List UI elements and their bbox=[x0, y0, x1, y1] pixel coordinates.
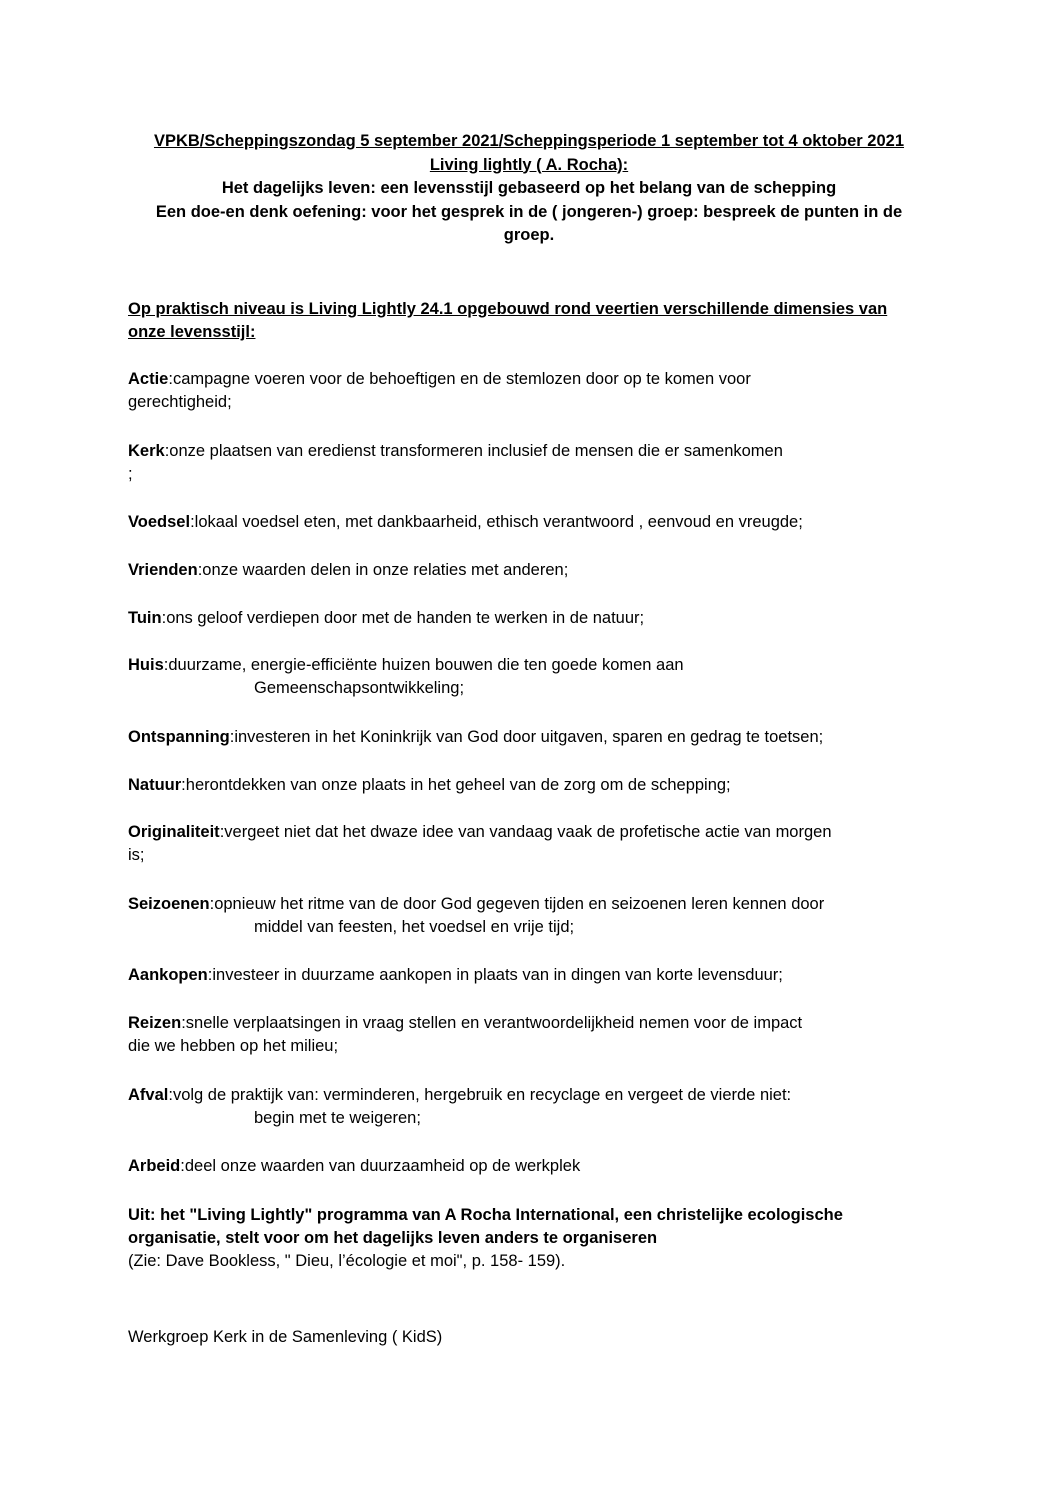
dimension-term: Arbeid: bbox=[128, 1157, 185, 1175]
dimension-description-2: middel van feesten, het voedsel en vrije tijd; bbox=[254, 918, 575, 936]
dimension-natuur bbox=[128, 774, 933, 797]
dimension-term: Seizoenen: bbox=[128, 895, 215, 913]
dimension-description-2: die we hebben op het milieu; bbox=[128, 1037, 339, 1055]
heading-line-3: Het dagelijks leven: een levensstijl gebaseerd op het belang van de schepping bbox=[221, 179, 837, 197]
dimension-ontspanning bbox=[128, 726, 933, 749]
dimension-description-2: Gemeenschapsontwikkeling; bbox=[254, 679, 465, 697]
dimension-description-1: lokaal voedsel eten, met dankbaarheid, ethisch verantwoord , eenvoud en vreugde; bbox=[194, 513, 803, 531]
dimension-kerk bbox=[128, 440, 933, 486]
source-line-2: organisatie, stelt voor om het dagelijks leven anders te organiseren bbox=[128, 1229, 658, 1247]
dimension-term: Natuur: bbox=[128, 776, 186, 794]
dimension-arbeid bbox=[128, 1155, 933, 1178]
dimension-term: Vrienden: bbox=[128, 561, 203, 579]
dimension-term: Voedsel: bbox=[128, 513, 195, 531]
dimension-afval bbox=[128, 1084, 933, 1130]
dimension-description-2: ; bbox=[128, 465, 133, 483]
dimension-description-2: is; bbox=[128, 846, 145, 864]
dimension-description-1: deel onze waarden van duurzaamheid op de werkplek bbox=[184, 1157, 581, 1175]
heading-line-1: VPKB/Scheppingszondag 5 september 2021/Scheppingsperiode 1 september tot 4 oktober 2021 bbox=[153, 132, 905, 150]
dimension-description-1: herontdekken van onze plaats in het geheel van de zorg om de schepping; bbox=[185, 776, 731, 794]
heading-line-2: Living lightly ( A. Rocha): bbox=[429, 155, 629, 174]
dimension-description-1: snelle verplaatsingen in vraag stellen en verantwoordelijkheid nemen voor de impact bbox=[185, 1014, 803, 1032]
dimension-term: Originaliteit: bbox=[128, 823, 225, 841]
dimension-description-1: onze waarden delen in onze relaties met anderen; bbox=[202, 561, 569, 579]
source-citation: (Zie: Dave Bookless, " Dieu, l’écologie et moi", p. 158- 159). bbox=[128, 1252, 566, 1270]
source-note bbox=[128, 1204, 928, 1273]
dimension-description-1: investeren in het Koninkrijk van God door uitgaven, sparen en gedrag te toetsen; bbox=[234, 728, 824, 746]
intro-paragraph bbox=[128, 298, 928, 344]
dimension-term: Aankopen: bbox=[128, 966, 213, 984]
intro-line-2: onze levensstijl: bbox=[128, 323, 256, 341]
dimension-description-1: ons geloof verdiepen door met de handen te werken in de natuur; bbox=[166, 609, 645, 627]
dimension-description-1: opnieuw het ritme van de door God gegeven tijden en seizoenen leren kennen door bbox=[214, 895, 825, 913]
dimension-vrienden bbox=[128, 559, 933, 582]
heading-line-5: groep. bbox=[503, 226, 555, 244]
dimension-actie bbox=[128, 368, 933, 414]
dimension-term: Tuin: bbox=[128, 609, 167, 627]
dimension-description-1: investeer in duurzame aankopen in plaats van in dingen van korte levensduur; bbox=[212, 966, 783, 984]
dimension-description-1: campagne voeren voor de behoeftigen en de stemlozen door op te komen voor bbox=[172, 370, 751, 388]
dimension-description-2: begin met te weigeren; bbox=[254, 1109, 421, 1127]
dimension-description-1: duurzame, energie-efficiënte huizen bouwen die ten goede komen aan bbox=[168, 656, 684, 674]
dimension-voedsel bbox=[128, 511, 933, 534]
dimension-reizen bbox=[128, 1012, 933, 1058]
intro-line-1: Op praktisch niveau is Living Lightly 24.1 opgebouwd rond veertien verschillende dimensies van bbox=[128, 300, 888, 318]
dimension-term: Reizen: bbox=[128, 1014, 186, 1032]
dimension-seizoenen bbox=[128, 893, 933, 939]
dimension-originaliteit bbox=[128, 821, 933, 867]
author-signature: Werkgroep Kerk in de Samenleving ( KidS) bbox=[128, 1328, 443, 1346]
dimension-term: Actie: bbox=[128, 370, 173, 388]
dimension-term: Afval: bbox=[128, 1086, 173, 1104]
dimension-description-1: onze plaatsen van eredienst transformeren inclusief de mensen die er samenkomen bbox=[169, 442, 783, 460]
dimension-description-1: volg de praktijk van: verminderen, hergebruik en recyclage en vergeet de vierde niet: bbox=[172, 1086, 792, 1104]
document-heading bbox=[110, 130, 948, 248]
dimension-description-2: gerechtigheid; bbox=[128, 393, 232, 411]
dimension-term: Huis: bbox=[128, 656, 169, 674]
dimension-aankopen bbox=[128, 964, 933, 987]
heading-line-4: Een doe-en denk oefening: voor het gesprek in de ( jongeren-) groep: bespreek de punten in de bbox=[155, 202, 903, 221]
source-line-1: Uit: het "Living Lightly" programma van A Rocha International, een christelijke ecologische bbox=[128, 1206, 843, 1224]
dimension-description-1: vergeet niet dat het dwaze idee van vandaag vaak de profetische actie van morgen bbox=[224, 823, 832, 841]
dimension-term: Ontspanning: bbox=[128, 728, 235, 746]
dimension-huis bbox=[128, 654, 933, 700]
dimension-tuin bbox=[128, 607, 933, 630]
dimension-term: Kerk: bbox=[128, 442, 170, 460]
